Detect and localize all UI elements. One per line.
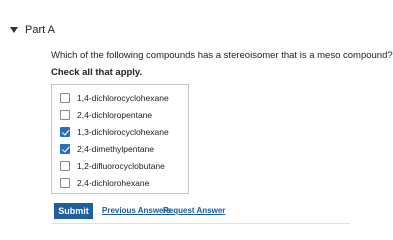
- option-6[interactable]: [60, 176, 149, 190]
- checkbox[interactable]: [60, 127, 70, 137]
- question-text: Which of the following compounds has a stereoisomer that is a meso compound?: [51, 50, 393, 61]
- previous-answers-link[interactable]: Previous Answers: [102, 206, 172, 215]
- option-3[interactable]: [60, 125, 169, 139]
- option-label: 1,3-dichlorocyclohexane: [77, 127, 169, 137]
- checkbox[interactable]: [60, 93, 70, 103]
- checkbox[interactable]: [60, 178, 70, 188]
- option-label: 2,4-dichlorohexane: [77, 178, 150, 188]
- option-5[interactable]: [60, 159, 165, 173]
- part-title[interactable]: Part A: [25, 24, 55, 36]
- option-1[interactable]: [60, 91, 169, 105]
- options-list: [51, 84, 189, 194]
- checkbox[interactable]: [60, 144, 70, 154]
- collapse-triangle-icon[interactable]: [10, 27, 18, 33]
- checkbox[interactable]: [60, 161, 70, 171]
- option-2[interactable]: [60, 108, 152, 122]
- divider: [51, 223, 350, 224]
- instruction-text: Check all that apply.: [51, 67, 143, 78]
- option-label: 1,4-dichlorocyclohexane: [77, 93, 169, 103]
- option-label: 2,4-dimethylpentane: [77, 144, 155, 154]
- option-label: 2,4-dichloropentane: [77, 110, 153, 120]
- option-4[interactable]: [60, 142, 154, 156]
- option-label: 1,2-difluorocyclobutane: [77, 161, 165, 171]
- submit-button[interactable]: Submit: [54, 203, 93, 219]
- request-answer-link[interactable]: Request Answer: [163, 206, 226, 215]
- checkbox[interactable]: [60, 110, 70, 120]
